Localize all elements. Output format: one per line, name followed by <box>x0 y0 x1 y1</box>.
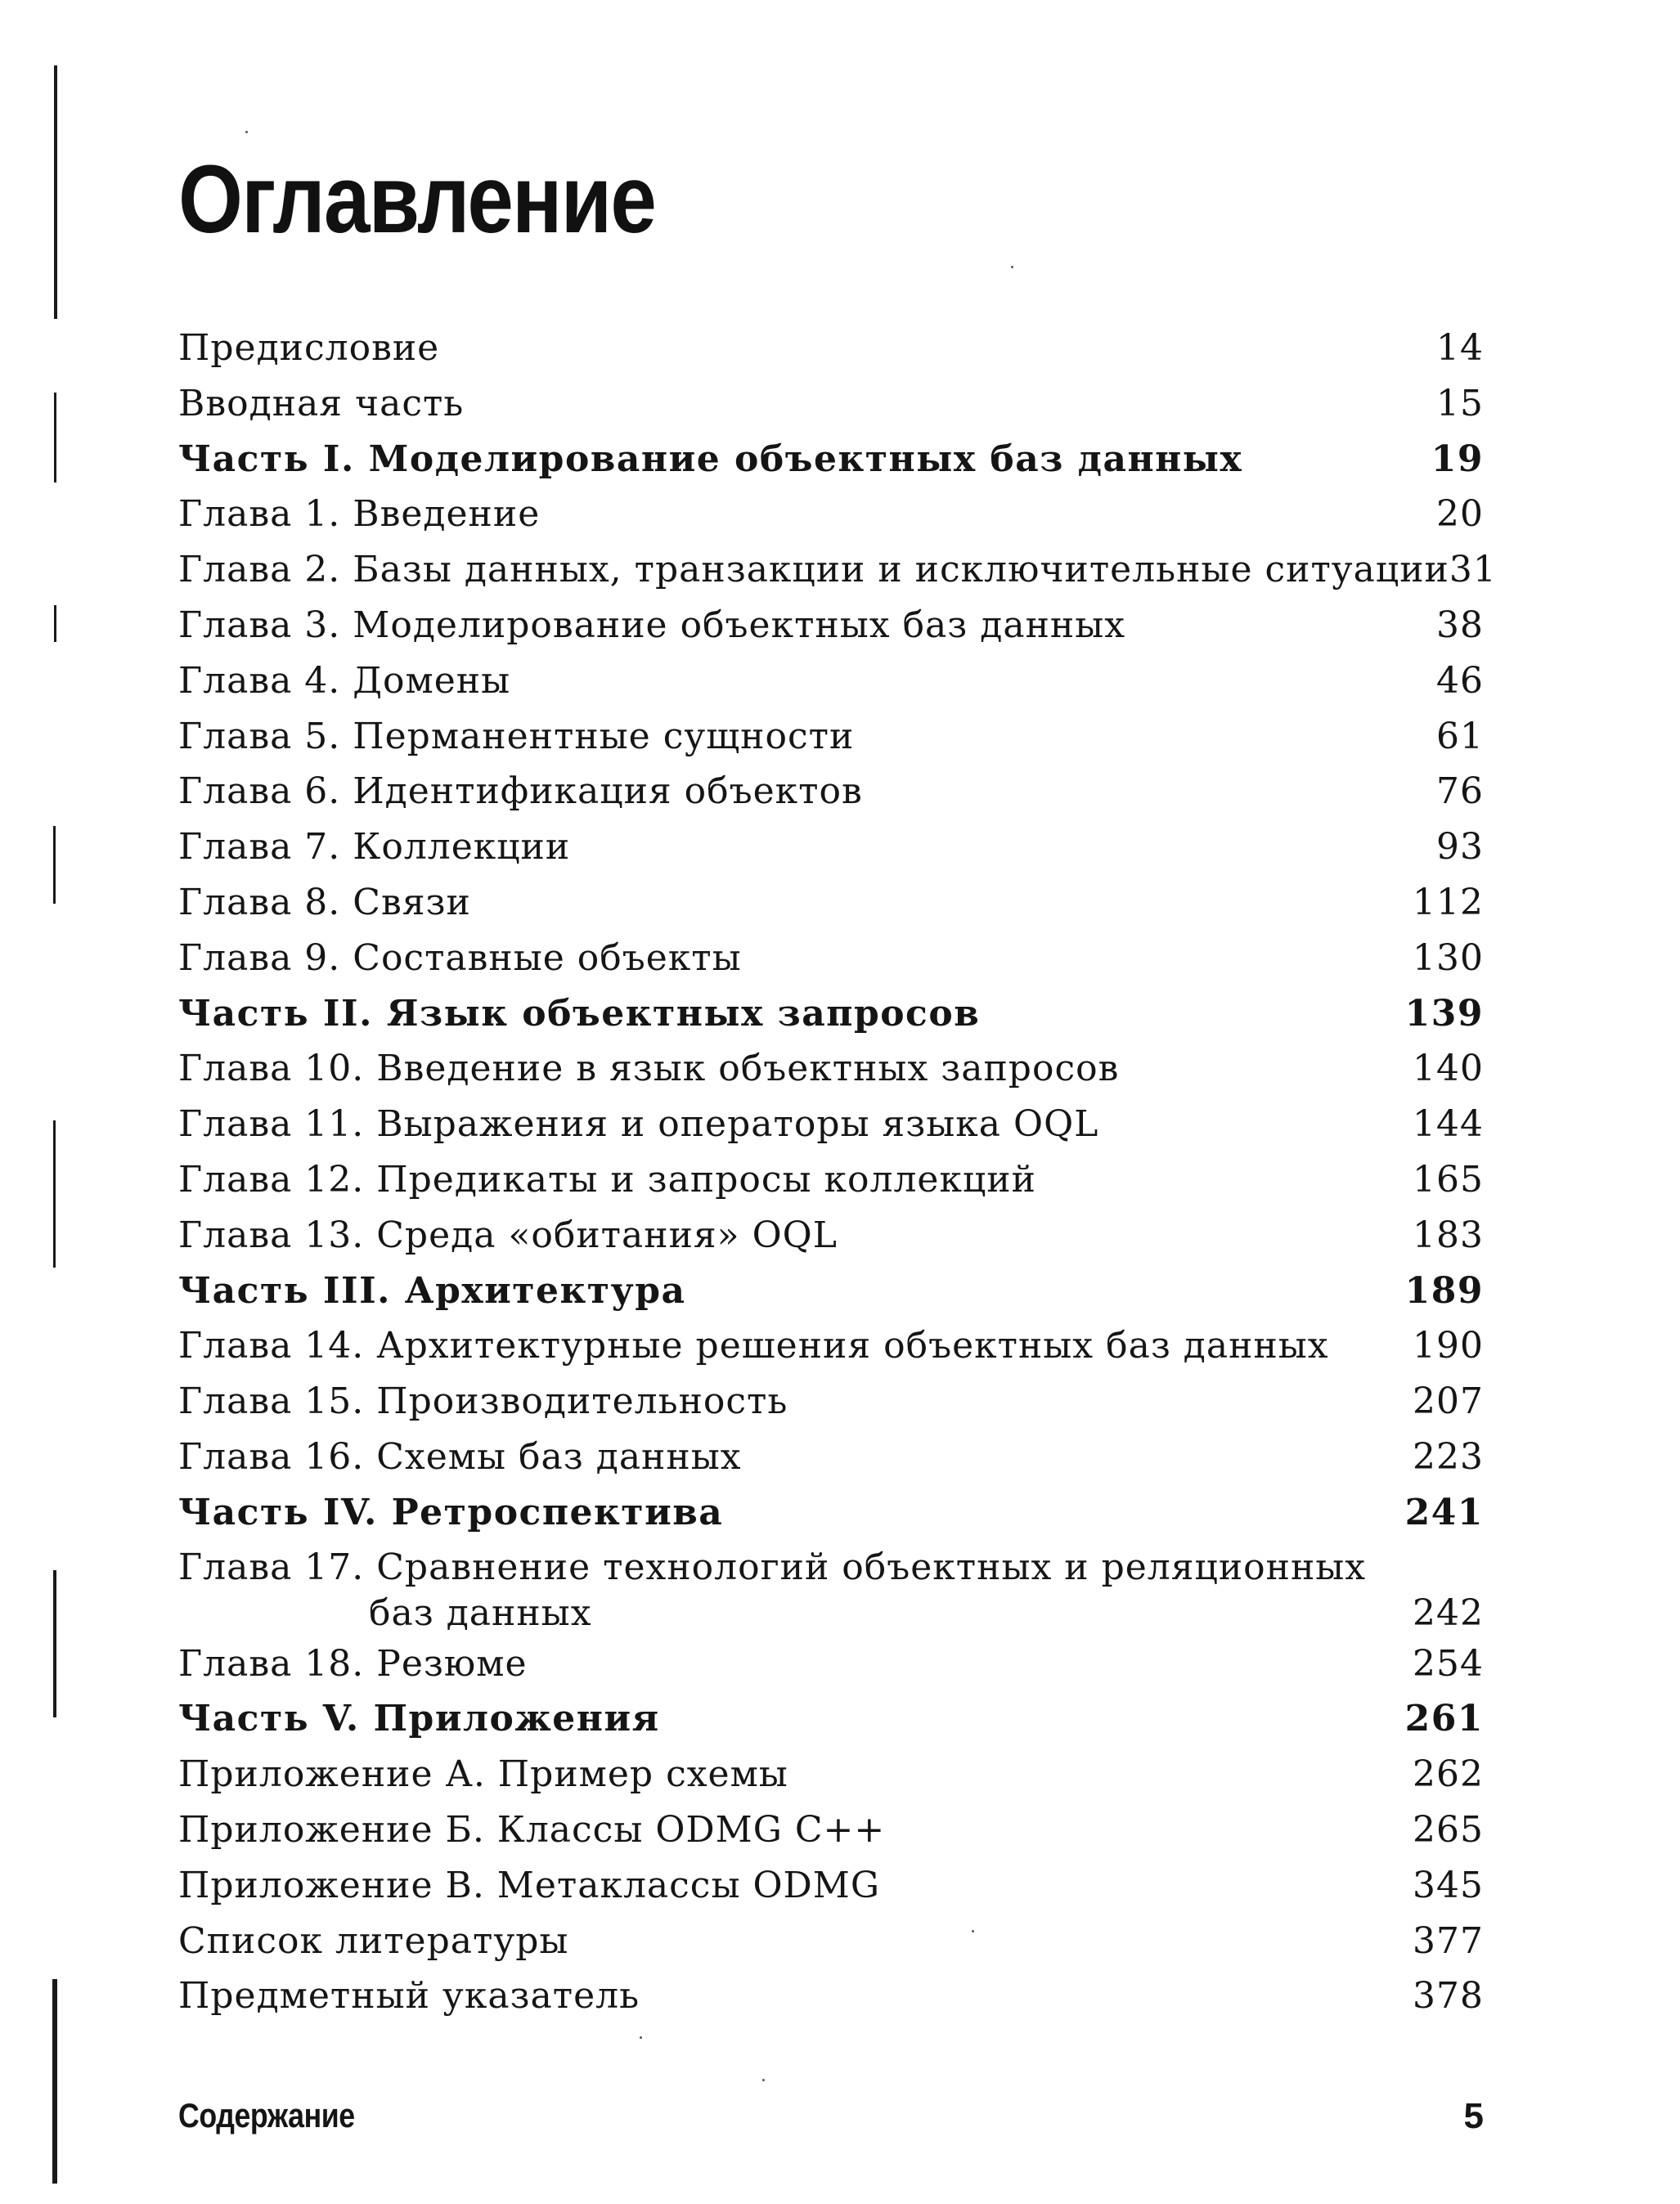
toc-entry-introduction[interactable] <box>178 376 1484 432</box>
toc-entry-label: Глава 3. Моделирование объектных баз данных <box>178 604 1126 646</box>
toc-chapter-8[interactable] <box>178 875 1484 931</box>
scan-speck <box>640 2036 642 2039</box>
toc-chapter-1[interactable] <box>178 487 1484 542</box>
toc-part-page: 19 <box>1431 438 1484 480</box>
toc-entry-label: Приложение В. Метаклассы ODMG <box>178 1864 880 1906</box>
toc-entry-page: 254 <box>1413 1642 1484 1685</box>
toc-entry-page: 242 <box>1413 1591 1484 1634</box>
scan-speck <box>245 131 248 133</box>
toc-chapter-12[interactable] <box>178 1152 1484 1208</box>
scan-edge-line <box>54 393 56 483</box>
toc-chapter-6[interactable] <box>178 764 1484 819</box>
scan-edge-line <box>53 1570 56 1717</box>
toc-entry-label: Глава 14. Архитектурные решения объектных баз данных <box>178 1325 1329 1367</box>
toc-entry-label: Глава 8. Связи <box>178 881 471 923</box>
toc-entry-label: Глава 5. Перманентные сущности <box>178 715 855 757</box>
toc-chapter-13[interactable] <box>178 1208 1484 1264</box>
toc-entry-label: Глава 11. Выражения и операторы языка OQL <box>178 1103 1099 1146</box>
toc-appendix-c[interactable] <box>178 1858 1484 1914</box>
toc-entry-page: 190 <box>1413 1325 1484 1367</box>
toc-part-label: Часть IV. Ретроспектива <box>178 1491 724 1533</box>
toc-entry-label: Предисловие <box>178 327 440 369</box>
toc-entry-label: Глава 7. Коллекции <box>178 826 571 869</box>
toc-entry-page: 207 <box>1413 1380 1484 1423</box>
toc-part-label: Часть II. Язык объектных запросов <box>178 992 981 1035</box>
toc-chapter-14[interactable] <box>178 1318 1484 1374</box>
toc-chapter-3[interactable] <box>178 598 1484 653</box>
toc-chapter-18[interactable] <box>178 1636 1484 1692</box>
toc-bibliography[interactable] <box>178 1914 1484 1969</box>
toc-entry-label: Глава 16. Схемы баз данных <box>178 1435 742 1478</box>
toc-entry-label: Глава 10. Введение в язык объектных запросов <box>178 1048 1120 1090</box>
toc-part-5[interactable] <box>178 1691 1484 1747</box>
toc-entry-label: Глава 6. Идентификация объектов <box>178 770 863 813</box>
toc-chapter-9[interactable] <box>178 931 1484 986</box>
scan-edge-line <box>53 826 56 904</box>
table-of-contents <box>178 321 1497 2024</box>
page-title: Оглавление <box>178 146 656 254</box>
toc-entry-page: 377 <box>1413 1919 1484 1962</box>
toc-entry-page: 76 <box>1436 770 1484 813</box>
toc-entry-page: 61 <box>1436 715 1484 757</box>
toc-part-page: 139 <box>1404 992 1484 1035</box>
toc-chapter-16[interactable] <box>178 1430 1484 1485</box>
toc-chapter-2[interactable] <box>178 542 1497 598</box>
toc-entry-preface[interactable] <box>178 321 1484 376</box>
scan-edge-line <box>54 605 56 642</box>
toc-entry-page: 345 <box>1413 1864 1484 1906</box>
toc-entry-label <box>178 1545 1366 1636</box>
scan-edge-line <box>53 1120 56 1268</box>
toc-entry-label: Глава 1. Введение <box>178 493 541 536</box>
toc-part-page: 189 <box>1404 1269 1484 1312</box>
toc-part-1[interactable] <box>178 432 1484 487</box>
toc-entry-label: Приложение Б. Классы ODMG C++ <box>178 1808 886 1851</box>
toc-part-label: Часть III. Архитектура <box>178 1269 686 1312</box>
toc-entry-page: 130 <box>1413 936 1484 979</box>
scan-speck <box>762 2079 765 2081</box>
toc-entry-page: 140 <box>1413 1048 1484 1090</box>
toc-appendix-a[interactable] <box>178 1747 1484 1802</box>
toc-part-label: Часть V. Приложения <box>178 1698 660 1740</box>
toc-entry-label: Глава 2. Базы данных, транзакции и исключительные ситуации <box>178 549 1449 591</box>
toc-entry-label-line1: Глава 17. Сравнение технологий объектных и реляционных <box>178 1546 1367 1588</box>
toc-chapter-4[interactable] <box>178 653 1484 709</box>
toc-entry-label: Глава 13. Среда «обитания» OQL <box>178 1214 838 1256</box>
toc-entry-label: Предметный указатель <box>178 1975 640 2018</box>
toc-chapter-17[interactable] <box>178 1541 1484 1636</box>
toc-index[interactable] <box>178 1968 1484 2024</box>
toc-part-3[interactable] <box>178 1264 1484 1319</box>
toc-entry-label: Приложение А. Пример схемы <box>178 1753 788 1796</box>
toc-entry-page: 165 <box>1413 1158 1484 1201</box>
toc-entry-page: 112 <box>1413 881 1484 923</box>
toc-entry-page: 144 <box>1413 1103 1484 1146</box>
toc-entry-page: 93 <box>1436 826 1484 869</box>
toc-chapter-7[interactable] <box>178 819 1484 875</box>
footer-page-number: 5 <box>1463 2096 1484 2136</box>
toc-part-label: Часть I. Моделирование объектных баз данных <box>178 438 1243 480</box>
scan-speck <box>1011 266 1013 268</box>
footer-section-title: Содержание <box>178 2096 355 2134</box>
toc-entry-page: 15 <box>1436 382 1484 424</box>
page-footer <box>178 2096 1484 2137</box>
toc-entry-label: Список литературы <box>178 1919 569 1962</box>
toc-entry-label: Вводная часть <box>178 382 465 424</box>
toc-entry-page: 14 <box>1436 327 1484 369</box>
toc-chapter-11[interactable] <box>178 1097 1484 1152</box>
toc-entry-label-line2: баз данных <box>369 1591 592 1634</box>
toc-part-page: 261 <box>1404 1698 1484 1740</box>
toc-entry-label: Глава 4. Домены <box>178 659 511 702</box>
toc-part-4[interactable] <box>178 1485 1484 1541</box>
toc-entry-page: 20 <box>1436 493 1484 536</box>
toc-entry-page: 46 <box>1436 659 1484 702</box>
toc-part-2[interactable] <box>178 986 1484 1042</box>
toc-entry-page: 262 <box>1413 1753 1484 1796</box>
toc-chapter-10[interactable] <box>178 1041 1484 1097</box>
toc-entry-page: 31 <box>1449 549 1497 591</box>
toc-entry-page: 223 <box>1413 1435 1484 1478</box>
toc-entry-page: 38 <box>1436 604 1484 646</box>
toc-part-page: 241 <box>1404 1491 1484 1533</box>
scan-edge-line <box>54 65 57 319</box>
toc-entry-page: 378 <box>1413 1975 1484 2018</box>
toc-entry-label: Глава 9. Составные объекты <box>178 936 742 979</box>
toc-entry-label: Глава 15. Производительность <box>178 1380 788 1423</box>
toc-entry-page: 265 <box>1413 1808 1484 1851</box>
toc-entry-label: Глава 12. Предикаты и запросы коллекций <box>178 1158 1036 1201</box>
toc-appendix-b[interactable] <box>178 1802 1484 1858</box>
scan-edge-line <box>52 1979 57 2184</box>
toc-chapter-5[interactable] <box>178 709 1484 765</box>
toc-entry-page: 183 <box>1413 1214 1484 1256</box>
toc-entry-label: Глава 18. Резюме <box>178 1642 528 1685</box>
toc-chapter-15[interactable] <box>178 1374 1484 1430</box>
